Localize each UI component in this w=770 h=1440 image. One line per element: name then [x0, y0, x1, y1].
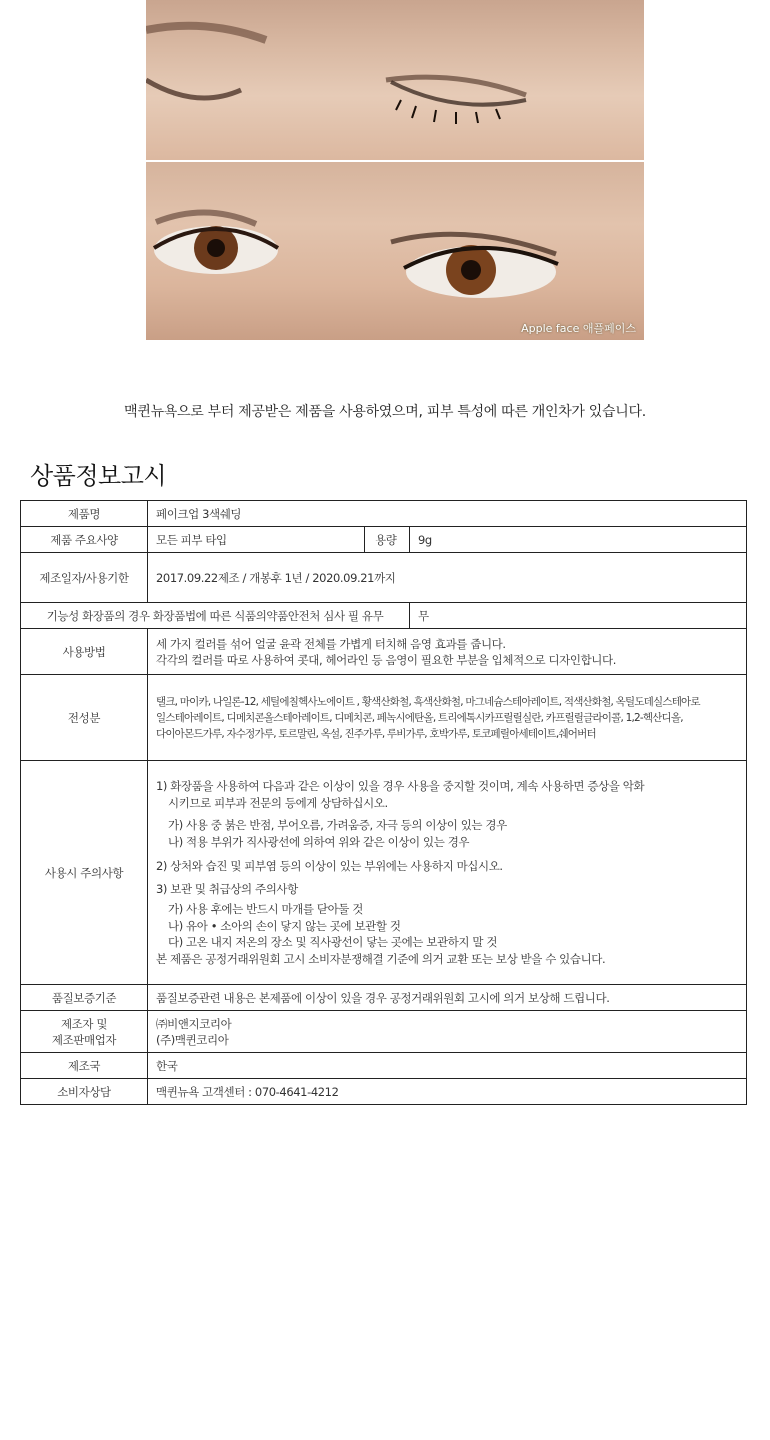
table-row [21, 603, 747, 629]
caution-item: 가) 사용 중 붉은 반점, 부어오름, 가려움증, 자극 등의 이상이 있는 경우 [168, 818, 507, 832]
notice-title: 상품정보고시 [30, 462, 167, 490]
table-row [21, 985, 747, 1011]
country-label: 제조국 [21, 1053, 148, 1079]
before-eye-photo [146, 0, 644, 160]
caution-item: 가) 사용 후에는 반드시 마개를 닫아둘 것 [168, 902, 363, 916]
usage-value [148, 629, 747, 675]
country-value: 한국 [148, 1053, 747, 1079]
quality-value: 품질보증관련 내용은 본제품에 이상이 있을 경우 공정거래위원회 고시에 의거 보상해 드립니다. [148, 985, 747, 1011]
ingredients-line: 탤크, 마이카, 나일론-12, 세틸에칠헥사노에이트 , 황색산화철, 흑색산화철, 마그네슘스테아레이트, 적색산화철, 옥틸도데실스테아로 [156, 695, 700, 708]
caution-item: 1) 화장품을 사용하여 다음과 같은 이상이 있을 경우 사용을 중지할 것이며, 계속 사용하면 증상을 악화 [156, 779, 645, 793]
maker-label-line: 제조자 및 [60, 1016, 108, 1031]
maker-label-line: 제조판매업자 [51, 1032, 117, 1047]
caution-item: 나) 적용 부위가 직사광선에 의하여 위와 같은 이상이 있는 경우 [168, 834, 470, 849]
spec-value: 모든 피부 타입 [148, 527, 365, 553]
consult-label: 소비자상담 [21, 1079, 148, 1105]
spec-label: 제품 주요사양 [21, 527, 148, 553]
product-name-label: 제품명 [21, 501, 148, 527]
table-row [21, 501, 747, 527]
caution-closing: 본 제품은 공정거래위원회 고시 소비자분쟁해결 기준에 의거 교환 또는 보상 받을 수 있습니다. [156, 951, 606, 966]
table-row [21, 675, 747, 761]
consult-value: 맥퀸뉴욕 고객센터 : 070-4641-4212 [148, 1079, 747, 1105]
ingredients-line: 다이아몬드가루, 자수정가루, 토르말린, 옥설, 진주가루, 루비가루, 호박가루, 토코페릴아세테이트,쉐어버터 [156, 727, 596, 740]
quality-label: 품질보증기준 [21, 985, 148, 1011]
caution-item: 다) 고온 내지 저온의 장소 및 직사광선이 닿는 곳에는 보관하지 말 것 [168, 935, 498, 949]
table-row [21, 527, 747, 553]
disclaimer-text: 맥퀸뉴욕으로 부터 제공받은 제품을 사용하였으며, 피부 특성에 따른 개인차가 있습니다. [124, 404, 646, 420]
maker-value-line: ㈜비앤지코리아 [156, 1016, 232, 1031]
product-info-table [20, 500, 747, 1105]
ingredients-line: 일스테아레이트, 디메치콘올스테아레이트, 디메치콘, 페녹시에탄올, 트리에톡시카프릴릴실란, 카프릴릴글라이콜, 1,2-헥산디올, [156, 711, 683, 724]
ingredients-value [148, 675, 747, 761]
product-name-value: 페이크업 3색쉐딩 [148, 501, 747, 527]
table-row [21, 629, 747, 675]
caution-label: 사용시 주의사항 [21, 761, 148, 985]
caution-item: 3) 보관 및 취급상의 주의사항 [156, 881, 298, 896]
photo-watermark: Apple face 애플페이스 [521, 322, 636, 335]
date-value: 2017.09.22제조 / 개봉후 1년 / 2020.09.21까지 [148, 553, 747, 603]
functional-value: 무 [410, 603, 747, 629]
caution-item: 나) 유아 • 소아의 손이 닿지 않는 곳에 보관할 것 [168, 918, 401, 933]
table-row [21, 553, 747, 603]
caution-item: 시키므로 피부과 전문의 등에게 상담하십시오. [168, 795, 388, 810]
ingredients-label: 전성분 [21, 675, 148, 761]
volume-label: 용량 [365, 527, 410, 553]
table-row [21, 1053, 747, 1079]
usage-label: 사용방법 [21, 629, 148, 675]
functional-label: 기능성 화장품의 경우 화장품법에 따른 식품의약품안전처 심사 필 유무 [21, 603, 410, 629]
maker-label [21, 1011, 148, 1053]
table-row [21, 761, 747, 985]
table-row [21, 1079, 747, 1105]
usage-line: 각각의 컬러를 따로 사용하여 콧대, 헤어라인 등 음영이 필요한 부분을 입체적으로 디자인합니다. [156, 652, 616, 667]
caution-item: 2) 상처와 습진 및 피부염 등의 이상이 있는 부위에는 사용하지 마십시오. [156, 859, 503, 873]
usage-line: 세 가지 컬러를 섞어 얼굴 윤곽 전체를 가볍게 터치해 음영 효과를 줍니다. [156, 636, 506, 651]
after-eye-photo [146, 162, 644, 340]
volume-value: 9g [410, 527, 747, 553]
table-row [21, 1011, 747, 1053]
date-label: 제조일자/사용기한 [21, 553, 148, 603]
maker-value [148, 1011, 747, 1053]
caution-value [148, 761, 747, 985]
maker-value-line: (주)맥퀸코리아 [156, 1032, 229, 1047]
